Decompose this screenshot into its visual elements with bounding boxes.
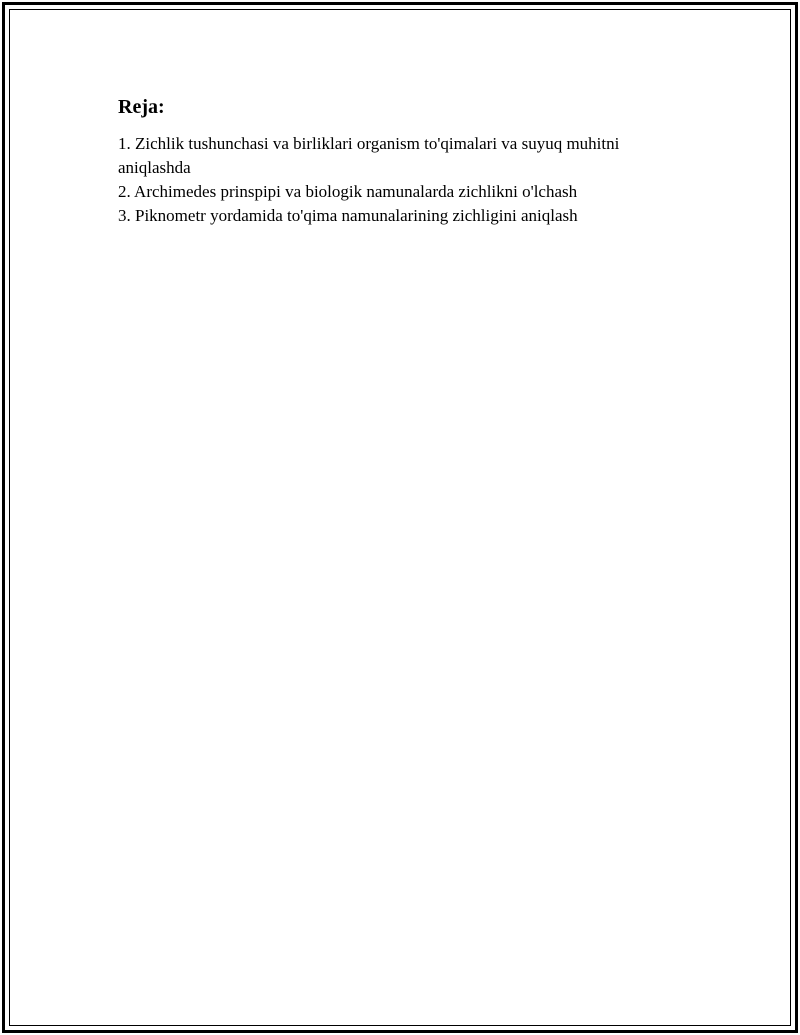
page-content — [118, 94, 688, 228]
plan-list — [118, 132, 688, 228]
plan-item-3: 3. Piknometr yordamida to'qima namunalarining zichligini aniqlash — [118, 206, 578, 225]
plan-item-1: 1. Zichlik tushunchasi va birliklari organism to'qimalari va suyuq muhitni aniqlashda — [118, 134, 620, 177]
plan-item-2: 2. Archimedes prinspipi va biologik namunalarda zichlikni o'lchash — [118, 182, 578, 201]
plan-heading: Reja: — [118, 96, 165, 118]
